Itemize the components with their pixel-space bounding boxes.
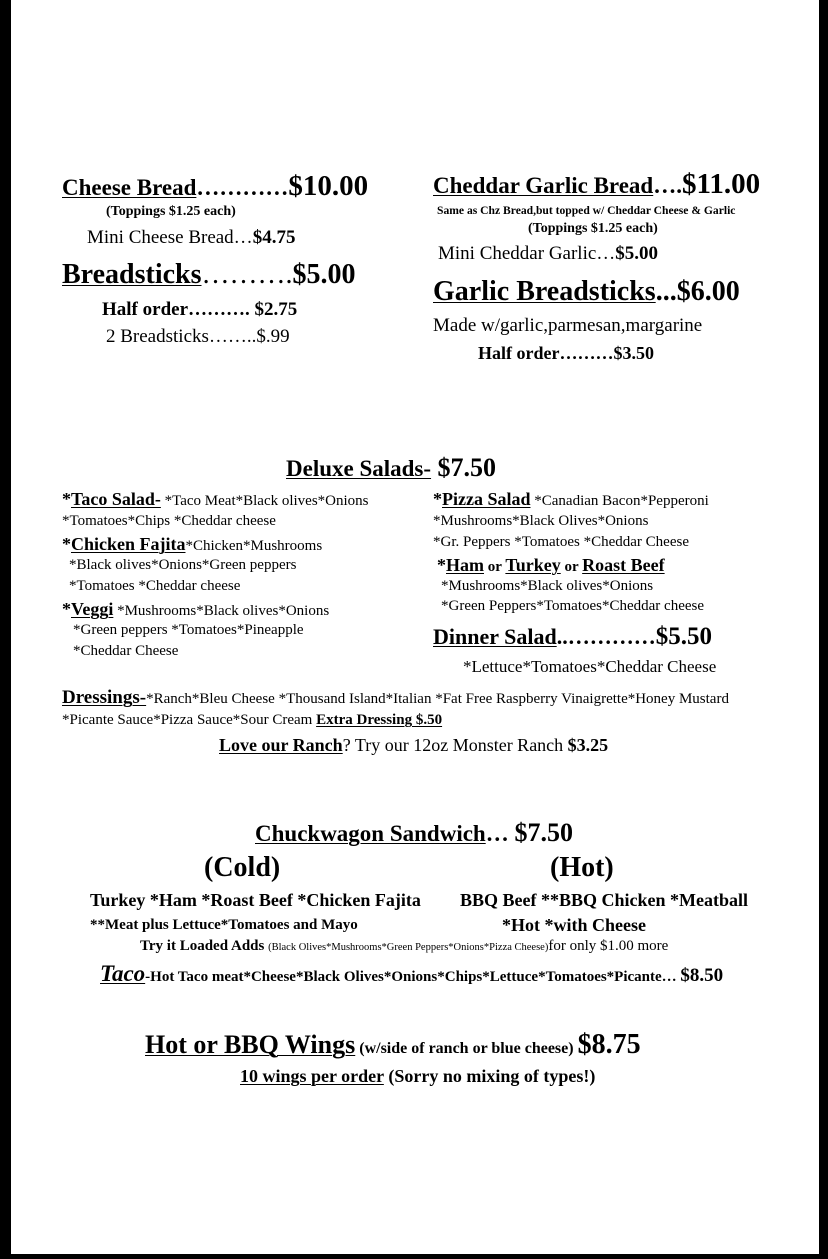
garlic-breadsticks-name: Garlic Breadsticks bbox=[433, 276, 656, 307]
taco-sandwich-desc: -Hot Taco meat*Cheese*Black Olives*Onions*Chips*Lettuce*Tomatoes*Picante… bbox=[145, 969, 681, 985]
veggi-star: * bbox=[62, 599, 71, 619]
chuckwagon-title: Chuckwagon Sandwich bbox=[255, 821, 486, 846]
mini-cheddar-garlic-price: $5.00 bbox=[615, 243, 659, 264]
garlic-breadsticks-half-order: Half order………$3.50 bbox=[478, 343, 654, 363]
roast-beef-salad-name: Roast Beef bbox=[582, 555, 665, 575]
dinner-salad-leader: ..………… bbox=[556, 624, 656, 649]
chuckwagon-ellipsis: … bbox=[485, 821, 515, 846]
taco-salad-line2: *Tomatoes*Chips *Cheddar cheese bbox=[62, 513, 276, 529]
wings-item bbox=[145, 1031, 641, 1059]
hot-heading: (Hot) bbox=[550, 852, 614, 883]
ham-turkey-roast-line1 bbox=[437, 556, 665, 575]
taco-sandwich-price: $8.50 bbox=[680, 965, 724, 986]
dinner-salad-desc: *Lettuce*Tomatoes*Cheddar Cheese bbox=[463, 657, 717, 676]
mini-cheese-bread-label: Mini Cheese Bread… bbox=[87, 227, 253, 248]
wings-count: 10 wings per order bbox=[240, 1066, 384, 1086]
turkey-salad-name: Turkey bbox=[505, 555, 561, 575]
breadsticks-name: Breadsticks bbox=[62, 259, 202, 290]
veggi-line3: *Cheddar Cheese bbox=[73, 643, 179, 659]
ham-or-2: or bbox=[560, 559, 583, 575]
monster-ranch-price: $3.25 bbox=[567, 735, 609, 755]
pizza-salad-star: * bbox=[433, 489, 442, 509]
two-breadsticks: 2 Breadsticks……..$.99 bbox=[106, 326, 290, 347]
chicken-fajita-line3: *Tomatoes *Cheddar cheese bbox=[69, 578, 241, 594]
mini-cheese-bread bbox=[87, 228, 295, 247]
garlic-breadsticks-leader: ... bbox=[655, 276, 677, 307]
mini-cheese-bread-price: $4.75 bbox=[252, 227, 296, 248]
cheese-bread-leader: ………… bbox=[196, 175, 289, 200]
veggi-line2: *Green peppers *Tomatoes*Pineapple bbox=[73, 622, 304, 638]
deluxe-salads-title: Deluxe Salads- bbox=[286, 456, 432, 481]
garlic-breadsticks-price: $6.00 bbox=[676, 276, 740, 307]
veggi-line1 bbox=[62, 600, 329, 619]
garlic-breadsticks-desc: Made w/garlic,parmesan,margarine bbox=[433, 315, 703, 336]
wings-name: Hot or BBQ Wings bbox=[145, 1030, 356, 1059]
dressings-list1: *Ranch*Bleu Cheese *Thousand Island*Italian *Fat Free Raspberry Vinaigrette*Honey Mustard bbox=[146, 691, 729, 707]
breadsticks-leader: ………. bbox=[201, 259, 293, 290]
cheddar-garlic-bread-item bbox=[433, 170, 760, 199]
wings-price: $8.75 bbox=[577, 1029, 641, 1060]
pizza-salad-name: Pizza Salad bbox=[442, 489, 531, 509]
mini-cheddar-garlic bbox=[438, 244, 658, 263]
breadsticks-price: $5.00 bbox=[292, 259, 356, 290]
chicken-fajita-desc1: *Chicken*Mushrooms bbox=[185, 538, 323, 554]
ham-or-1: or bbox=[484, 559, 506, 575]
ham-salad-line3: *Green Peppers*Tomatoes*Cheddar cheese bbox=[441, 598, 705, 614]
wings-mixing-note: (Sorry no mixing of types!) bbox=[383, 1066, 596, 1086]
cheese-bread-name: Cheese Bread bbox=[62, 175, 197, 200]
ham-salad-line2: *Mushrooms*Black olives*Onions bbox=[441, 578, 654, 594]
loaded-adds-price: for only $1.00 more bbox=[548, 938, 669, 954]
dressings-line2 bbox=[62, 713, 442, 728]
menu-page bbox=[11, 0, 819, 1254]
wings-note bbox=[240, 1067, 595, 1085]
taco-salad-desc1: *Taco Meat*Black olives*Onions bbox=[160, 493, 369, 509]
loaded-adds-label: Try it Loaded Adds bbox=[140, 938, 269, 954]
dressings-line1 bbox=[62, 688, 729, 707]
pizza-salad-line2: *Mushrooms*Black Olives*Onions bbox=[433, 513, 649, 529]
dinner-salad-price: $5.50 bbox=[655, 623, 712, 650]
hot-sandwich-note: *Hot *with Cheese bbox=[502, 915, 646, 935]
loaded-adds-items: (Black Olives*Mushrooms*Green Peppers*Onions*Pizza Cheese) bbox=[268, 942, 549, 953]
dressings-list2: *Picante Sauce*Pizza Sauce*Sour Cream bbox=[62, 712, 317, 728]
chicken-fajita-line1 bbox=[62, 535, 322, 554]
cheddar-garlic-bread-desc: Same as Chz Bread,but topped w/ Cheddar Cheese & Garlic bbox=[437, 204, 736, 217]
ranch-promo-text: ? Try our 12oz Monster Ranch bbox=[342, 735, 568, 755]
cheddar-garlic-toppings: (Toppings $1.25 each) bbox=[528, 221, 658, 236]
love-our-ranch: Love our Ranch bbox=[219, 735, 343, 755]
veggi-name: Veggi bbox=[71, 599, 114, 619]
wings-side: (w/side of ranch or blue cheese) bbox=[355, 1040, 578, 1057]
cheese-bread-price: $10.00 bbox=[288, 170, 369, 202]
pizza-salad-line3: *Gr. Peppers *Tomatoes *Cheddar Cheese bbox=[433, 534, 689, 550]
cold-sandwich-items: Turkey *Ham *Roast Beef *Chicken Fajita bbox=[90, 890, 421, 910]
cold-heading: (Cold) bbox=[204, 852, 281, 883]
chicken-fajita-name: Chicken Fajita bbox=[71, 534, 186, 554]
taco-salad-name: Taco Salad- bbox=[71, 489, 161, 509]
mini-cheddar-garlic-label: Mini Cheddar Garlic… bbox=[438, 243, 616, 264]
breadsticks-half-order: Half order………. $2.75 bbox=[102, 299, 298, 320]
taco-salad-star: * bbox=[62, 489, 71, 509]
cheddar-garlic-bread-price: $11.00 bbox=[681, 168, 761, 200]
loaded-adds-line bbox=[140, 939, 668, 954]
ham-salad-name: Ham bbox=[446, 555, 484, 575]
taco-sandwich-name: Taco bbox=[100, 961, 146, 986]
garlic-breadsticks-item bbox=[433, 278, 740, 306]
veggi-desc1: *Mushrooms*Black olives*Onions bbox=[113, 603, 330, 619]
ham-salad-star: * bbox=[437, 555, 446, 575]
chuckwagon-heading bbox=[255, 820, 573, 846]
pizza-salad-desc1: *Canadian Bacon*Pepperoni bbox=[530, 493, 709, 509]
deluxe-salads-heading bbox=[286, 455, 496, 481]
taco-salad-line1 bbox=[62, 490, 369, 509]
extra-dressing-price: Extra Dressing $.50 bbox=[316, 712, 443, 728]
dinner-salad-item bbox=[433, 624, 712, 649]
taco-sandwich-line bbox=[100, 962, 723, 985]
dressings-label: Dressings- bbox=[62, 687, 147, 708]
chuckwagon-price: $7.50 bbox=[514, 818, 573, 847]
dinner-salad-name: Dinner Salad bbox=[433, 624, 557, 649]
ranch-promo bbox=[219, 736, 608, 754]
cheese-bread-item bbox=[62, 172, 368, 201]
pizza-salad-line1 bbox=[433, 490, 709, 509]
chicken-fajita-line2: *Black olives*Onions*Green peppers bbox=[69, 557, 297, 573]
cheddar-garlic-bread-leader: …. bbox=[653, 173, 682, 198]
chicken-fajita-star: * bbox=[62, 534, 71, 554]
deluxe-salads-price: $7.50 bbox=[437, 453, 497, 482]
hot-sandwich-items: BBQ Beef **BBQ Chicken *Meatball bbox=[460, 890, 748, 910]
cheddar-garlic-bread-name: Cheddar Garlic Bread bbox=[433, 173, 654, 198]
breadsticks-item bbox=[62, 261, 356, 289]
cold-sandwich-note: **Meat plus Lettuce*Tomatoes and Mayo bbox=[90, 917, 358, 933]
cheese-bread-toppings: (Toppings $1.25 each) bbox=[106, 204, 236, 219]
